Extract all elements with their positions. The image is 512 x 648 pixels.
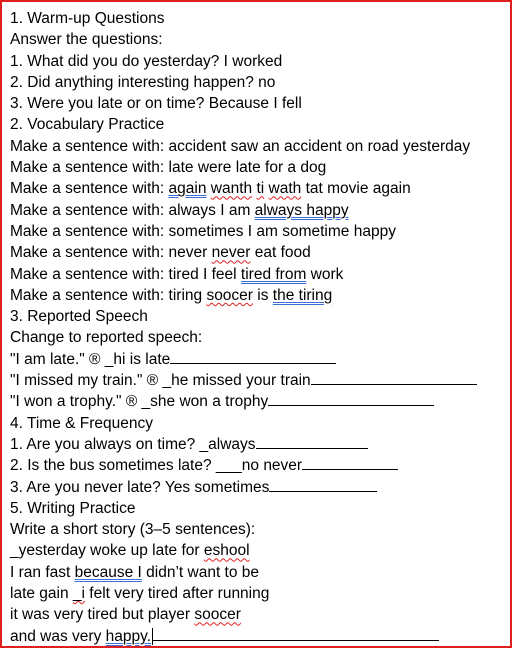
answer-blank[interactable] [256,434,368,449]
frequency-line [10,477,508,498]
vocab-answer: tat movie again [305,180,411,198]
grammar-flagged-word: again [168,180,207,198]
vocab-answer: eat food [250,244,311,262]
vocab-answer: always I am [168,201,255,219]
reported-text: "I am late." ® _hi is late [10,350,171,368]
frequency-text: 2. Is the bus sometimes late? ___no never [10,457,303,475]
vocab-line [10,178,508,199]
question-line: 3. Were you late or on time? Because I fell [10,95,302,113]
story-text: felt very tired after running [85,585,270,603]
section-heading: 3. Reported Speech [10,308,148,326]
vocab-line [10,136,508,157]
instruction-text: Change to reported speech: [10,329,203,347]
frequency-text: 1. Are you always on time? _always [10,435,256,453]
grammar-flagged-word: happy. [105,627,152,645]
reported-line [10,349,508,370]
grammar-flagged-word: because I [74,563,142,581]
vocab-answer: never [168,244,212,262]
section-heading: 4. Time & Frequency [10,414,154,432]
vocab-prefix: Make a sentence with: [10,201,169,219]
story-text: didn’t want to be [141,563,260,581]
answer-blank[interactable] [268,391,434,406]
vocab-answer: tired I feel [168,265,241,283]
story-text: and was very [10,627,106,645]
question-line: 2. Did anything interesting happen? no [10,73,276,91]
story-line [10,540,508,561]
grammar-flagged-word: always happy [254,201,349,219]
question-line: 1. What did you do yesterday? I worked [10,52,283,70]
story-line [10,604,508,625]
vocab-line [10,157,508,178]
story-line [10,583,508,604]
spelling-error-word: wath [268,180,302,198]
instruction-text: Answer the questions: [10,31,163,49]
vocab-answer: work [306,265,344,283]
story-text: I ran fast [10,563,75,581]
vocab-line [10,264,508,285]
answer-blank[interactable] [269,477,377,492]
vocab-prefix: Make a sentence with: [10,180,169,198]
instruction-text: Write a short story (3–5 sentences): [10,521,256,539]
story-line [10,562,508,583]
frequency-line [10,455,508,476]
frequency-line [10,434,508,455]
grammar-flagged-word: tired from [240,265,307,283]
answer-blank[interactable] [153,626,439,641]
vocab-prefix: Make a sentence with: [10,137,169,155]
document-body[interactable] [10,8,508,647]
vocab-prefix: Make a sentence with: [10,265,169,283]
answer-blank[interactable] [170,349,336,364]
vocab-answer: sometimes I am sometime happy [168,222,396,240]
vocab-line [10,285,508,306]
story-text: it was very tired but player [10,606,195,624]
vocab-answer: accident saw an accident on road yesterday [168,137,471,155]
vocab-answer: is [252,286,273,304]
reported-line [10,391,508,412]
vocab-line [10,221,508,242]
story-text: _yesterday woke up late for [10,542,204,560]
spelling-error-word: never [211,244,251,262]
vocab-prefix: Make a sentence with: [10,286,169,304]
vocab-prefix: Make a sentence with: [10,222,169,240]
vocab-line [10,242,508,263]
section-heading: 2. Vocabulary Practice [10,116,165,134]
spelling-error-word: _i [72,585,85,603]
grammar-flagged-word: the tiring [272,286,333,304]
answer-blank[interactable] [302,455,398,470]
answer-blank[interactable] [311,370,477,385]
reported-text: "I missed my train." ® _he missed your train [10,372,311,390]
spelling-error-word: wanth [210,180,253,198]
spelling-error-word: eshool [203,542,250,560]
vocab-answer: tiring [168,286,207,304]
vocab-prefix: Make a sentence with: [10,244,169,262]
spelling-error-word: soocer [194,606,241,624]
spelling-error-word: soocer [206,286,253,304]
vocab-prefix: Make a sentence with: [10,159,169,177]
frequency-text: 3. Are you never late? Yes sometimes [10,478,270,496]
spelling-error-word: ti [256,180,265,198]
reported-text: "I won a trophy." ® _she won a trophy [10,393,269,411]
vocab-answer: late were late for a dog [168,159,327,177]
section-heading: 5. Writing Practice [10,499,136,517]
section-heading: 1. Warm-up Questions [10,10,165,27]
vocab-line [10,200,508,221]
story-line [10,626,508,647]
story-text: late gain [10,585,73,603]
reported-line [10,370,508,391]
